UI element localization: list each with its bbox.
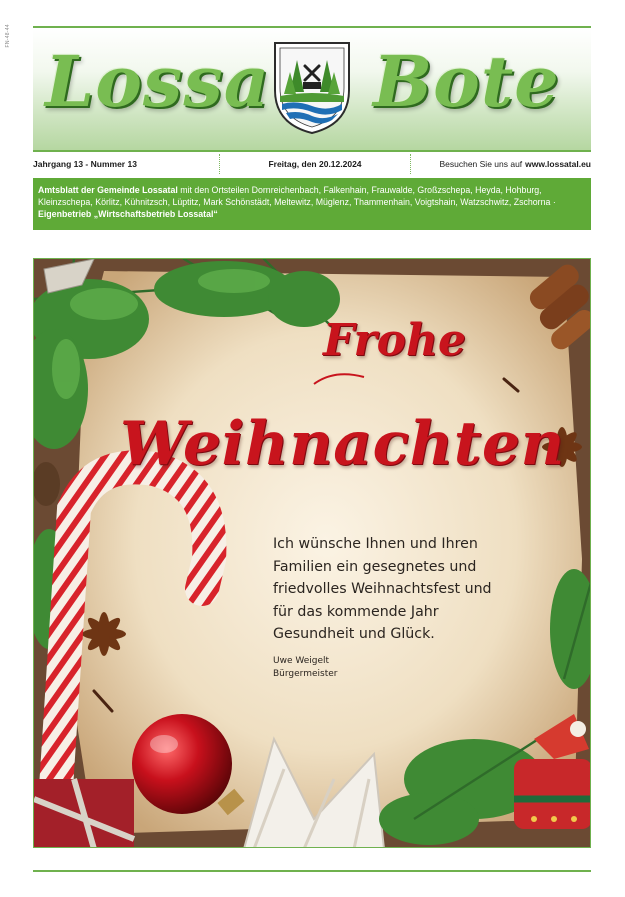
christmas-greeting-image	[33, 258, 591, 848]
greeting-line: Gesundheit und Glück.	[273, 626, 435, 642]
issue-number: Jahrgang 13 - Nummer 13	[33, 159, 137, 169]
greeting-message	[273, 533, 533, 646]
coat-of-arms-icon	[272, 40, 352, 136]
signature-title: Bürgermeister	[273, 669, 338, 679]
gazette-operator: Eigenbetrieb „Wirtschaftsbetrieb Lossatal“	[38, 209, 218, 220]
issue-date: Freitag, den 20.12.2024	[219, 154, 411, 174]
gazette-title: Amtsblatt der Gemeinde Lossatal	[38, 185, 178, 195]
side-label: FN-48-44	[5, 24, 11, 48]
gazette-districts: mit den Ortsteilen Dornreichenbach, Falkenhain, Frauwalde, Großzschepa, Heyda, Hohburg, Kleinzschepa, Körlitz, Kühnitzsch, Lüptitz, Mark Schönstädt, Meltewitz, Müglenz, Thammenhain, Voigtshain, Watzschwitz, Zschorna ·	[38, 185, 556, 208]
greeting-headline-weihnachten: Weihnachten	[120, 409, 565, 479]
signature-name: Uwe Weigelt	[273, 656, 330, 666]
gazette-description-band	[33, 178, 591, 230]
masthead-title-right: Bote	[373, 40, 560, 123]
greeting-line: friedvolles Weihnachtsfest und	[273, 581, 492, 597]
website-note	[411, 154, 591, 174]
footer-divider	[33, 870, 591, 872]
masthead	[33, 26, 591, 152]
website-link[interactable]: www.lossatal.eu	[525, 159, 591, 169]
masthead-divider	[33, 150, 591, 152]
masthead-title-left: Lossa	[45, 40, 271, 123]
greeting-line: Ich wünsche Ihnen und Ihren	[273, 536, 478, 552]
issue-infobar	[33, 154, 591, 174]
greeting-line: Familien ein gesegnetes und	[273, 558, 477, 575]
signature	[273, 655, 337, 681]
greeting-headline-frohe: Frohe	[323, 315, 466, 366]
website-prefix: Besuchen Sie uns auf	[439, 159, 523, 169]
greeting-line: für das kommende Jahr	[273, 603, 439, 620]
